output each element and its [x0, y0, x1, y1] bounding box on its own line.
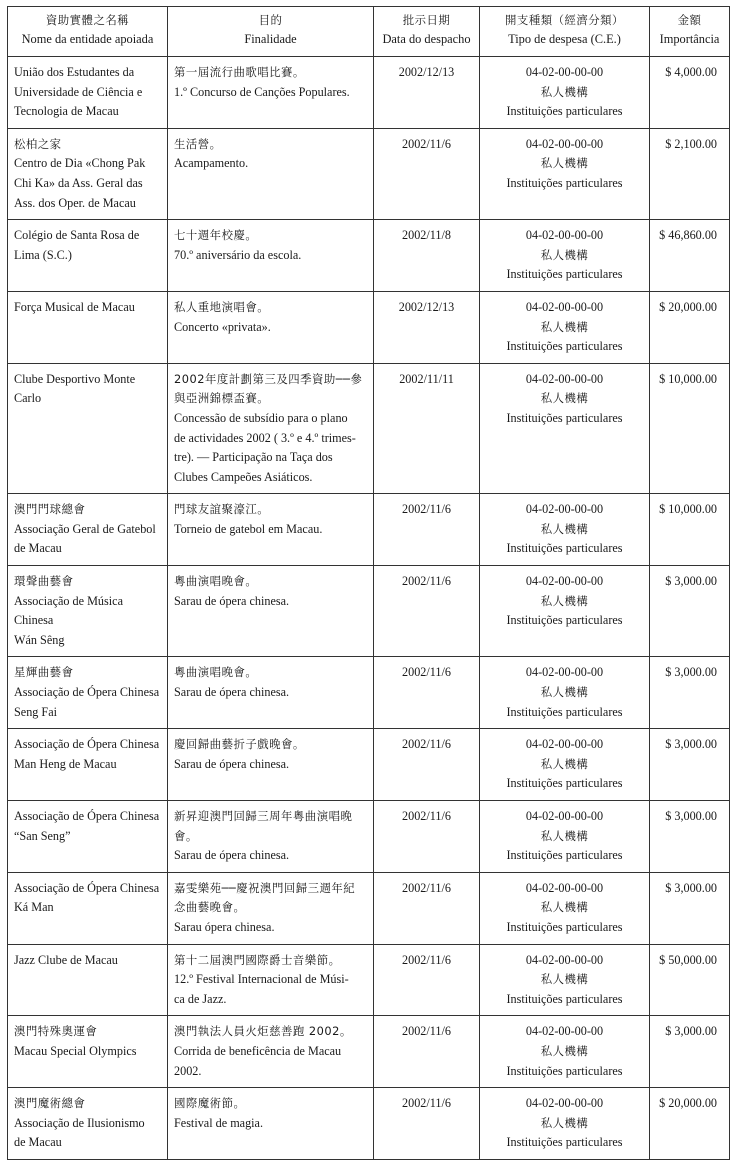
- purpose-line: 慶回歸曲藝折子戲晚會。: [174, 737, 305, 752]
- header-row: [8, 7, 730, 57]
- expense-type-line: 04-02-00-00-00: [525, 574, 604, 589]
- expense-type-line: Instituições particulares: [506, 613, 623, 628]
- purpose-cell: [168, 729, 374, 801]
- date-cell: 2002/12/13: [374, 57, 480, 129]
- purpose-line: Concessão de subsídio para o plano: [174, 410, 348, 425]
- purpose-line: 粵曲演唱晚會。: [174, 665, 258, 680]
- expense-type-line: Instituições particulares: [506, 339, 623, 354]
- subsidy-document: [7, 6, 729, 1160]
- table-row: [8, 220, 730, 292]
- entity-cell: [8, 1088, 168, 1160]
- purpose-line: 門球友誼聚濠江。: [174, 502, 270, 517]
- purpose-line: tre). — Participação na Taça dos: [174, 450, 333, 465]
- entity-line: Wán Sêng: [14, 632, 65, 647]
- amount-cell: $ 2,100.00: [650, 128, 730, 219]
- expense-type-line: 04-02-00-00-00: [525, 1096, 604, 1111]
- entity-line: Ass. dos Oper. de Macau: [14, 195, 136, 210]
- entity-line: 澳門魔術總會: [14, 1096, 86, 1111]
- entity-line: 星輝曲藝會: [14, 665, 74, 680]
- purpose-line: 私人重地演唱會。: [174, 299, 270, 314]
- expense-type-line: 04-02-00-00-00: [525, 502, 604, 517]
- entity-line: de Macau: [14, 541, 62, 556]
- table-row: [8, 872, 730, 944]
- expense-type-cell: [480, 1016, 650, 1088]
- expense-type-line: 04-02-00-00-00: [525, 665, 604, 680]
- purpose-line: 第一屆流行曲歌唱比賽。: [174, 65, 305, 79]
- entity-line: Jazz Clube de Macau: [14, 952, 118, 967]
- entity-line: Universidade de Ciência e: [14, 84, 143, 99]
- purpose-line: 粵曲演唱晚會。: [174, 574, 258, 589]
- entity-line: Associação de Ópera Chinesa: [14, 737, 160, 752]
- purpose-line: 七十週年校慶。: [174, 228, 258, 243]
- entity-line: União dos Estudantes da: [14, 65, 135, 79]
- expense-type-line: Instituições particulares: [506, 1063, 623, 1078]
- amount-cell: $ 3,000.00: [650, 566, 730, 657]
- header-date: [374, 7, 480, 57]
- entity-cell: [8, 291, 168, 363]
- expense-type-line: 04-02-00-00-00: [525, 371, 604, 386]
- entity-line: “San Seng”: [14, 828, 71, 843]
- purpose-line: Sarau ópera chinesa.: [174, 919, 275, 934]
- date-cell: 2002/11/6: [374, 1016, 480, 1088]
- table-body: [8, 57, 730, 1160]
- date-cell: 2002/11/6: [374, 566, 480, 657]
- entity-line: Força Musical de Macau: [14, 299, 135, 314]
- purpose-line: Torneio de gatebol em Macau.: [174, 521, 323, 536]
- purpose-line: Clubes Campeões Asiáticos.: [174, 469, 313, 484]
- expense-type-line: 私人機構: [540, 1043, 589, 1058]
- expense-type-line: 04-02-00-00-00: [525, 880, 604, 895]
- header-purpose-zh: 目的: [258, 13, 283, 27]
- table-row: [8, 729, 730, 801]
- entity-cell: [8, 944, 168, 1016]
- entity-cell: [8, 363, 168, 494]
- expense-type-cell: [480, 1088, 650, 1160]
- entity-line: 澳門特殊奧運會: [14, 1024, 98, 1039]
- header-type-pt: Tipo de despesa (C.E.): [508, 32, 621, 46]
- expense-type-line: Instituições particulares: [506, 919, 623, 934]
- table-row: [8, 944, 730, 1016]
- expense-type-line: Instituições particulares: [506, 1135, 623, 1150]
- entity-line: Associação de Ópera Chinesa: [14, 880, 160, 895]
- entity-line: Associação de Música Chinesa: [14, 593, 123, 628]
- purpose-cell: [168, 1016, 374, 1088]
- entity-cell: [8, 57, 168, 129]
- expense-type-line: 私人機構: [540, 319, 589, 334]
- purpose-line: 12.º Festival Internacional de Músi-: [174, 972, 349, 987]
- purpose-line: 70.º aniversário da escola.: [174, 247, 302, 262]
- purpose-cell: [168, 494, 374, 566]
- entity-line: Associação de Ópera Chinesa: [14, 809, 160, 823]
- expense-type-line: Instituições particulares: [506, 410, 623, 425]
- expense-type-line: Instituições particulares: [506, 175, 623, 190]
- table-row: [8, 1088, 730, 1160]
- expense-type-cell: [480, 494, 650, 566]
- purpose-line: 第十二屆澳門國際爵士音樂節。: [174, 952, 341, 967]
- purpose-line: Festival de magia.: [174, 1115, 264, 1130]
- date-cell: 2002/11/6: [374, 729, 480, 801]
- date-cell: 2002/11/6: [374, 1088, 480, 1160]
- purpose-line: 2002.: [174, 1063, 202, 1078]
- entity-cell: [8, 872, 168, 944]
- purpose-cell: [168, 363, 374, 494]
- expense-type-cell: [480, 363, 650, 494]
- date-cell: 2002/11/6: [374, 801, 480, 873]
- expense-type-cell: [480, 872, 650, 944]
- purpose-line: Sarau de ópera chinesa.: [174, 593, 290, 608]
- header-purpose-pt: Finalidade: [244, 32, 297, 46]
- purpose-line: Concerto «privata».: [174, 319, 271, 334]
- entity-line: Associação de Ilusionismo: [14, 1115, 145, 1130]
- purpose-line: 念曲藝晚會。: [174, 900, 246, 915]
- purpose-line: de actividades 2002 ( 3.º e 4.º trimes-: [174, 430, 356, 445]
- header-date-pt: Data do despacho: [382, 32, 471, 46]
- purpose-line: Sarau de ópera chinesa.: [174, 685, 290, 700]
- purpose-cell: [168, 128, 374, 219]
- amount-cell: $ 10,000.00: [650, 363, 730, 494]
- header-amount: [650, 7, 730, 57]
- expense-type-line: 04-02-00-00-00: [525, 228, 604, 243]
- expense-type-line: 私人機構: [540, 84, 589, 99]
- purpose-line: 1.º Concurso de Canções Populares.: [174, 84, 350, 99]
- purpose-line: 新昇迎澳門回歸三周年粵曲演唱晚: [174, 809, 353, 823]
- expense-type-line: 私人機構: [540, 900, 589, 915]
- expense-type-line: Instituições particulares: [506, 541, 623, 556]
- entity-line: Colégio de Santa Rosa de: [14, 228, 140, 243]
- expense-type-line: 私人機構: [540, 828, 589, 843]
- entity-cell: [8, 128, 168, 219]
- purpose-line: 會。: [174, 828, 198, 843]
- date-cell: 2002/11/6: [374, 872, 480, 944]
- expense-type-line: 04-02-00-00-00: [525, 299, 604, 314]
- header-type-zh: 開支種類（經濟分類）: [505, 13, 624, 27]
- expense-type-cell: [480, 944, 650, 1016]
- amount-cell: $ 4,000.00: [650, 57, 730, 129]
- table-row: [8, 1016, 730, 1088]
- entity-cell: [8, 1016, 168, 1088]
- purpose-line: 嘉雯樂苑──慶祝澳門回歸三週年紀: [174, 880, 356, 895]
- amount-cell: $ 10,000.00: [650, 494, 730, 566]
- entity-line: Ká Man: [14, 900, 54, 915]
- entity-line: 松柏之家: [14, 136, 62, 151]
- purpose-cell: [168, 57, 374, 129]
- expense-type-line: Instituições particulares: [506, 991, 623, 1006]
- expense-type-cell: [480, 291, 650, 363]
- purpose-line: ca de Jazz.: [174, 991, 227, 1006]
- subsidy-table: [7, 6, 730, 1160]
- header-entity-pt: Nome da entidade apoiada: [21, 32, 154, 46]
- amount-cell: $ 3,000.00: [650, 729, 730, 801]
- entity-line: Centro de Dia «Chong Pak: [14, 156, 146, 171]
- expense-type-line: 私人機構: [540, 685, 589, 700]
- expense-type-line: 04-02-00-00-00: [525, 737, 604, 752]
- expense-type-line: 私人機構: [540, 972, 589, 987]
- purpose-line: Acampamento.: [174, 156, 249, 171]
- purpose-line: 生活營。: [174, 136, 222, 151]
- expense-type-line: 04-02-00-00-00: [525, 809, 604, 823]
- expense-type-cell: [480, 657, 650, 729]
- header-date-zh: 批示日期: [402, 13, 451, 27]
- table-row: [8, 291, 730, 363]
- expense-type-line: 04-02-00-00-00: [525, 136, 604, 151]
- expense-type-cell: [480, 801, 650, 873]
- entity-line: de Macau: [14, 1135, 62, 1150]
- entity-line: Macau Special Olympics: [14, 1043, 137, 1058]
- expense-type-cell: [480, 729, 650, 801]
- purpose-cell: [168, 291, 374, 363]
- expense-type-line: 04-02-00-00-00: [525, 65, 604, 79]
- expense-type-line: 私人機構: [540, 247, 589, 262]
- header-amount-pt: Importância: [659, 32, 720, 46]
- amount-cell: $ 20,000.00: [650, 1088, 730, 1160]
- entity-line: 環聲曲藝會: [14, 574, 74, 589]
- purpose-cell: [168, 801, 374, 873]
- entity-cell: [8, 220, 168, 292]
- entity-line: Lima (S.C.): [14, 247, 72, 262]
- expense-type-line: 04-02-00-00-00: [525, 952, 604, 967]
- amount-cell: $ 46,860.00: [650, 220, 730, 292]
- purpose-line: 國際魔術節。: [174, 1096, 246, 1111]
- expense-type-line: Instituições particulares: [506, 704, 623, 719]
- date-cell: 2002/12/13: [374, 291, 480, 363]
- expense-type-line: 私人機構: [540, 156, 589, 171]
- purpose-line: 澳門執法人員火炬慈善跑 2002。: [174, 1024, 352, 1039]
- entity-cell: [8, 729, 168, 801]
- table-row: [8, 657, 730, 729]
- expense-type-cell: [480, 128, 650, 219]
- table-header: [8, 7, 730, 57]
- expense-type-line: Instituições particulares: [506, 776, 623, 791]
- entity-line: Associação Geral de Gatebol: [14, 521, 156, 536]
- amount-cell: $ 20,000.00: [650, 291, 730, 363]
- entity-line: 澳門門球總會: [14, 502, 86, 517]
- date-cell: 2002/11/6: [374, 128, 480, 219]
- entity-cell: [8, 494, 168, 566]
- entity-line: Chi Ka» da Ass. Geral das: [14, 175, 143, 190]
- purpose-line: 與亞洲錦標盃賽。: [174, 391, 270, 406]
- header-entity: [8, 7, 168, 57]
- expense-type-cell: [480, 57, 650, 129]
- expense-type-cell: [480, 566, 650, 657]
- entity-line: Carlo: [14, 391, 42, 406]
- header-type: [480, 7, 650, 57]
- header-purpose: [168, 7, 374, 57]
- purpose-line: Sarau de ópera chinesa.: [174, 848, 290, 863]
- expense-type-line: Instituições particulares: [506, 104, 623, 119]
- entity-line: Associação de Ópera Chinesa: [14, 685, 160, 700]
- expense-type-line: 私人機構: [540, 1115, 589, 1130]
- amount-cell: $ 3,000.00: [650, 1016, 730, 1088]
- amount-cell: $ 50,000.00: [650, 944, 730, 1016]
- expense-type-line: 私人機構: [540, 593, 589, 608]
- entity-cell: [8, 566, 168, 657]
- date-cell: 2002/11/6: [374, 944, 480, 1016]
- table-row: [8, 566, 730, 657]
- date-cell: 2002/11/11: [374, 363, 480, 494]
- expense-type-line: Instituições particulares: [506, 848, 623, 863]
- expense-type-line: 04-02-00-00-00: [525, 1024, 604, 1039]
- amount-cell: $ 3,000.00: [650, 801, 730, 873]
- header-amount-zh: 金額: [677, 13, 702, 27]
- table-row: [8, 801, 730, 873]
- purpose-cell: [168, 1088, 374, 1160]
- header-entity-zh: 資助實體之名稱: [45, 13, 130, 27]
- purpose-cell: [168, 566, 374, 657]
- table-row: [8, 57, 730, 129]
- expense-type-line: 私人機構: [540, 391, 589, 406]
- table-row: [8, 494, 730, 566]
- purpose-cell: [168, 657, 374, 729]
- entity-cell: [8, 657, 168, 729]
- amount-cell: $ 3,000.00: [650, 872, 730, 944]
- purpose-cell: [168, 220, 374, 292]
- expense-type-cell: [480, 220, 650, 292]
- purpose-cell: [168, 872, 374, 944]
- entity-line: Seng Fai: [14, 704, 57, 719]
- entity-line: Man Heng de Macau: [14, 756, 117, 771]
- purpose-line: 2002年度計劃第三及四季資助──參: [174, 371, 363, 386]
- expense-type-line: 私人機構: [540, 521, 589, 536]
- purpose-line: Corrida de beneficência de Macau: [174, 1043, 342, 1058]
- date-cell: 2002/11/6: [374, 494, 480, 566]
- purpose-cell: [168, 944, 374, 1016]
- date-cell: 2002/11/6: [374, 657, 480, 729]
- table-row: [8, 363, 730, 494]
- table-row: [8, 128, 730, 219]
- expense-type-line: Instituições particulares: [506, 267, 623, 282]
- entity-line: Clube Desportivo Monte: [14, 371, 136, 386]
- entity-cell: [8, 801, 168, 873]
- expense-type-line: 私人機構: [540, 756, 589, 771]
- entity-line: Tecnologia de Macau: [14, 104, 119, 119]
- amount-cell: $ 3,000.00: [650, 657, 730, 729]
- purpose-line: Sarau de ópera chinesa.: [174, 756, 290, 771]
- date-cell: 2002/11/8: [374, 220, 480, 292]
